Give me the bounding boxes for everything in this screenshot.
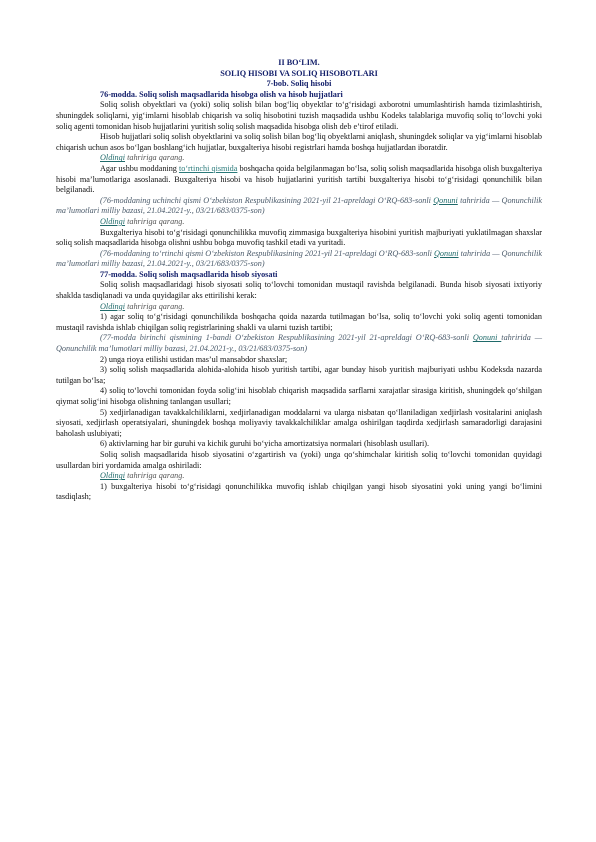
law-link[interactable]: Qonuni — [433, 195, 458, 205]
text-span: Agar ushbu moddaning — [100, 163, 179, 173]
article-76-paragraph-2: Hisob hujjatlari soliq solish obyektlarini va soliq solish bilan bog‘liq obyektlarni aniqlash, shuningdek soliqlar va yig‘imlarni hisoblab chiqarish uchun asos bo‘lgan boshlang‘ich hujjatlar, buxgalteriya hisobi registrlari hamda boshqa hujjatlardan iboratdir. — [56, 132, 542, 152]
previous-edition-link[interactable]: Oldingi — [100, 216, 126, 226]
law-link[interactable]: Qonuni — [433, 248, 459, 258]
previous-edition-link[interactable]: Oldingi — [100, 153, 126, 163]
note-text: tahririda — Qonunchilik ma’lumotlari milliy bazasi, 21.04.2021-y., 03/21/683/0375-son) — [56, 333, 543, 354]
part-heading: II BO‘LIM. — [278, 58, 320, 67]
previous-edition-text: tahririga qarang. — [125, 153, 185, 163]
note-text: (76-moddaning uchinchi qismi O‘zbekiston Respublikasining 2021-yil 21-apreldagi O‘RQ-683-sonli — [100, 195, 434, 205]
list-item-3: 3) soliq solish maqsadlarida alohida-alohida hisob yuritish tartibi, agar bunday hisob yuritish majburiyati ushbu Kodeksda nazarda tutilgan bo‘lsa; — [56, 365, 542, 385]
previous-edition-link[interactable]: Oldingi — [100, 471, 126, 481]
list-item-2: 2) unga rioya etilishi ustidan mas’ul mansabdor shaxslar; — [100, 354, 288, 364]
text-span: boshqacha qoida belgilanmagan bo‘lsa, soliq solish maqsadlarida hisobga olish buxgalteriya hisobi ma’lumotlariga asoslanadi. Buxgalteriya hisobi va hisob hujjatlarini yuritish tartibi buxgalteriya hisobi to‘g‘risidagi qonunchilik bilan belgilanadi. — [56, 163, 542, 195]
note-text: (76-moddaning to‘rtinchi qismi O‘zbekiston Respublikasining 2021-yil 21-apreldagi O‘RQ-683-sonli — [100, 248, 434, 258]
amendment-note — [56, 196, 542, 217]
previous-edition-text: tahririga qarang. — [125, 301, 185, 311]
previous-edition-text: tahririga qarang. — [125, 471, 185, 481]
list-item-1: 1) agar soliq to‘g‘risidagi qonunchilikda boshqacha qoida nazarda tutilmagan bo‘lsa, soliq to‘lovchi yoki soliq agenti tomonidan mustaqil ravishda ishlab chiqilgan soliq registrlarining shakli va ularni tuzish tartibi; — [56, 312, 542, 332]
previous-edition-ref — [56, 153, 542, 164]
article-77-title: 77-modda. Soliq solish maqsadlarida hisob siyosati — [100, 269, 278, 279]
note-text: tahririda — Qonunchilik ma’lumotlari milliy bazasi, 21.04.2021-y., 03/21/683/0375-son) — [56, 248, 543, 269]
list-item-5: 5) xedjirlanadigan tavakkalchiliklarni, xedjirlanadigan moddalarni va ularga nisbatan qo‘llaniladigan xedjirlash vositalarini aniqlash siyosati, xedjirlash operatsiyalari, shuningdek boshqa moliyaviy tavakkalchiliklar amalga oshirilgan taqdirda xedjirlash samaradorligi darajasini baholash uslubiyati; — [56, 407, 542, 438]
previous-edition-text: tahririga qarang. — [125, 216, 185, 226]
amendment-note — [56, 333, 542, 354]
list-item-7: 1) buxgalteriya hisobi to‘g‘risidagi qonunchilikka muvofiq ishlab chiqilgan yangi hisob siyosatini yoki uning yangi bo‘limini tasdiqlash; — [56, 481, 542, 502]
note-text: (77-modda birinchi qismining 1-bandi O‘zbekiston Respublikasining 2021-yil 21-apreldagi O‘RQ-683-sonli — [100, 333, 473, 343]
article-76-title: 76-modda. Soliq solish maqsadlarida hisobga olish va hisob hujjatlari — [100, 89, 343, 99]
article-77-paragraph-2: Soliq solish maqsadlarida hisob siyosatini o‘zgartirish va (yoki) unga qo‘shimchalar kiritish soliq to‘lovchi tomonidan quyidagi usullardan biri yordamida amalga oshiriladi: — [56, 449, 542, 470]
part-title: SOLIQ HISOBI VA SOLIQ HISOBOTLARI — [220, 68, 378, 78]
article-76-paragraph-4: Buxgalteriya hisobi to‘g‘risidagi qonunchilikka muvofiq zimmasiga buxgalteriya hisobini yuritish majburiyati yuklatilmagan shaxslar soliq solish maqsadlarida hisobga olishni ushbu bobga muvofiq tashkil etadi va yuritadi. — [56, 227, 542, 248]
previous-edition-link[interactable]: Oldingi — [100, 301, 126, 311]
article-77-paragraph-1: Soliq solish maqsadlaridagi hisob siyosati soliq to‘lovchi tomonidan mustaqil ravishda belgilanadi. Bunda hisob siyosati ixtiyoriy shaklda tasdiqlanadi va unda quyidagilar aks ettirilishi kerak: — [56, 280, 542, 301]
note-text: tahririda — Qonunchilik ma’lumotlari milliy bazasi, 21.04.2021-y., 03/21/683/0375-son) — [56, 195, 543, 216]
amendment-note — [56, 249, 542, 270]
previous-edition-ref — [56, 471, 542, 482]
article-76-paragraph-1: Soliq solish obyektlari va (yoki) soliq solish bilan bog‘liq obyektlar to‘g‘risidagi axborotni umumlashtirish hamda tizimlashtirish, shuningdek soliqlarni, yig‘imlarni hisoblab chiqarish va soliq hisobotini tuzish maqsadida ushbu Kodeks talablariga muvofiq soliq to‘lovchi yoki soliq agenti tomonidan hisob hujjatlarini yuritish soliq solish maqsadida hisobga olish deb e’tirof etiladi. — [56, 100, 542, 131]
previous-edition-ref — [56, 302, 542, 313]
article-76-paragraph-3 — [56, 164, 542, 196]
law-link[interactable]: Qonuni — [472, 333, 502, 343]
list-item-6: 6) aktivlarning har bir guruhi va kichik guruhi bo‘yicha amortizatsiya normalari (hisoblash usullari). — [100, 439, 430, 449]
list-item-4: 4) soliq to‘lovchi tomonidan foyda solig‘ini hisoblab chiqarish maqsadida sarflarni xarajatlar sirasiga kiritish, shuningdek qo‘shilgan qiymat solig‘ini hisobga olishning tanlangan usullari; — [56, 386, 542, 406]
previous-edition-ref — [56, 217, 542, 228]
part-four-link[interactable]: to‘rtinchi qismida — [178, 163, 238, 173]
chapter-title: 7-bob. Soliq hisobi — [266, 79, 332, 89]
